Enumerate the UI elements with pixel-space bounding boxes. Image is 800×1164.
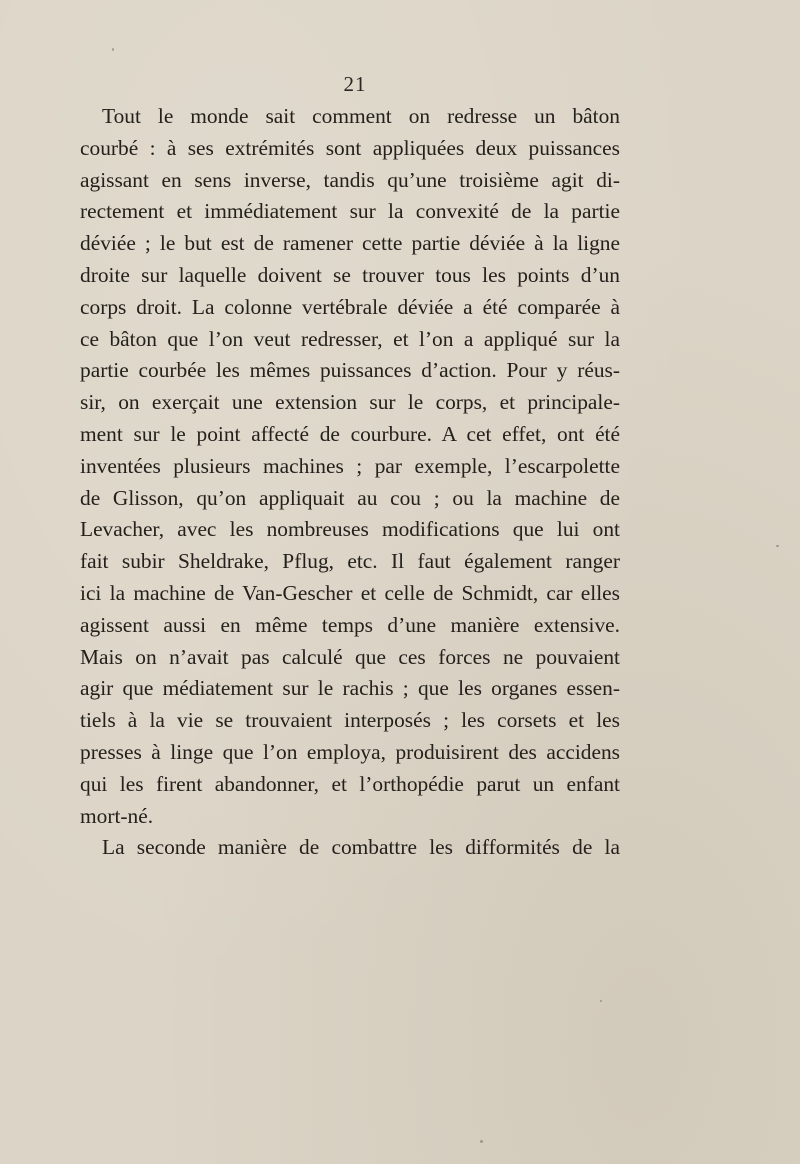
text-line: Levacher, avec les nombreuses modifications que lui ont [80,517,620,542]
text-line: sir, on exerçait une extension sur le corps, et principale- [80,390,620,415]
page-number: 21 [343,72,367,96]
text-line: déviée ; le but est de ramener cette partie déviée à la ligne [80,231,620,256]
text-line: ment sur le point affecté de courbure. A cet effet, ont été [80,421,620,446]
text-line: rectement et immédiatement sur la convexité de la partie [80,199,620,224]
text-line: fait subir Sheldrake, Pflug, etc. Il faut également ranger [80,549,620,574]
text-line: Mais on n’avait pas calculé que ces forces ne pouvaient [80,644,620,669]
text-line: courbé : à ses extrémités sont appliquées deux puissances [80,135,620,160]
paper-speck [480,1140,483,1143]
paper-speck [600,1000,602,1002]
text-line: agir que médiatement sur le rachis ; que les organes essen- [80,676,620,701]
text-line: ce bâton que l’on veut redresser, et l’on a appliqué sur la [80,326,620,351]
body-text [80,101,620,864]
text-line: ici la machine de Van-Gescher et celle de Schmidt, car elles [80,580,620,605]
paper-speck [112,48,114,51]
paper-speck [776,545,779,547]
text-line: partie courbée les mêmes puissances d’action. Pour y réus- [80,358,620,383]
text-line: qui les firent abandonner, et l’orthopédie parut un enfant [80,771,620,796]
text-line: tiels à la vie se trouvaient interposés ; les corsets et les [80,708,620,733]
text-line: de Glisson, qu’on appliquait au cou ; ou la machine de [80,485,620,510]
text-line: corps droit. La colonne vertébrale déviée a été comparée à [80,294,620,319]
text-line: La seconde manière de combattre les difformités de la [102,835,620,860]
text-line: agissent aussi en même temps d’une manière extensive. [80,612,620,637]
text-line: inventées plusieurs machines ; par exemple, l’escarpolette [80,453,620,478]
text-line: droite sur laquelle doivent se trouver tous les points d’un [80,262,620,287]
text-line: presses à linge que l’on employa, produisirent des accidens [80,739,620,764]
text-line: mort-né. [80,803,154,828]
text-line: Tout le monde sait comment on redresse un bâton [102,104,620,128]
text-line: agissant en sens inverse, tandis qu’une troisième agit di- [80,167,620,192]
